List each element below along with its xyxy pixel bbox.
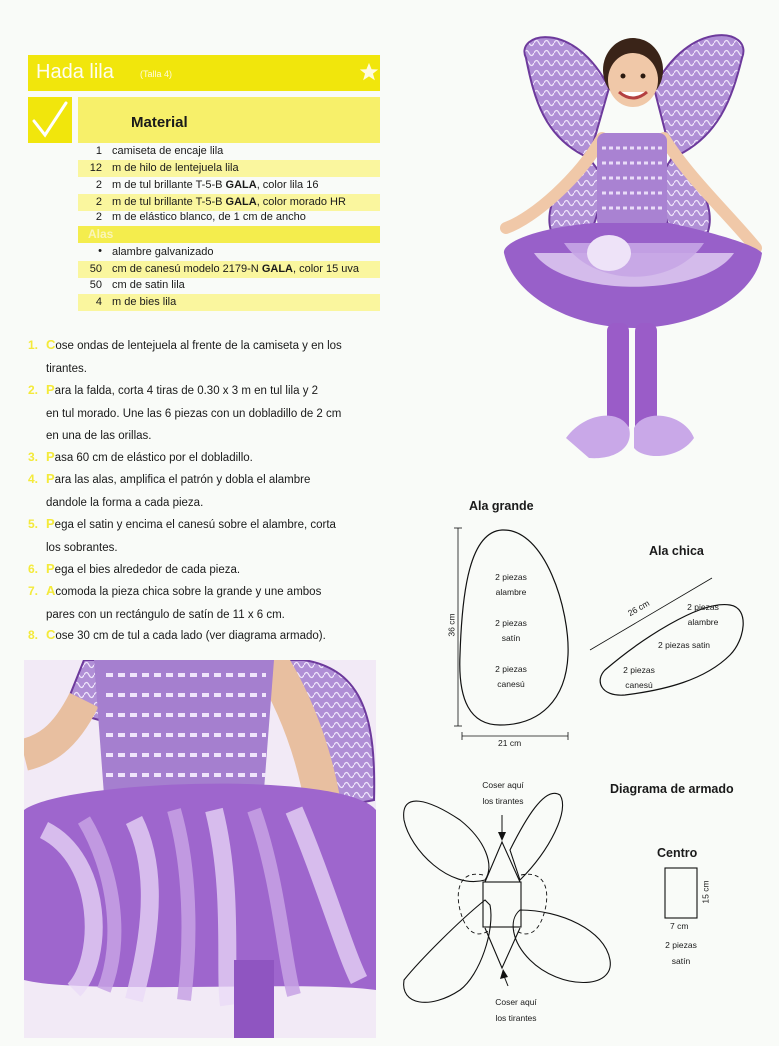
material-desc: m de hilo de lentejuela lila — [112, 162, 239, 174]
step-initial: P — [46, 561, 55, 576]
step-initial: C — [46, 337, 56, 352]
step-initial: P — [46, 382, 55, 397]
ala-grande-label: alambre — [495, 587, 527, 597]
material-desc: m de elástico blanco, de 1 cm de ancho — [112, 211, 306, 223]
centro-label: 2 piezas — [665, 940, 697, 950]
material-row — [78, 294, 380, 311]
centro-title: Centro — [657, 846, 698, 860]
title-bar — [28, 55, 380, 91]
step-number: 6. — [28, 562, 39, 576]
ala-grande-height: 36 cm — [446, 613, 457, 637]
step-text: los sobrantes. — [46, 541, 118, 554]
instruction-step — [28, 468, 388, 514]
centro-label: satín — [671, 956, 691, 966]
step-text: ose ondas de lentejuela al frente de la camiseta y en los — [55, 340, 342, 352]
material-row — [78, 261, 380, 278]
material-qty: 2 — [95, 179, 102, 191]
instruction-step — [28, 513, 388, 559]
material-qty: 50 — [89, 263, 102, 275]
material-desc: m de tul brillante T-5-B GALA, color morado HR — [112, 196, 346, 208]
material-desc: camiseta de encaje lila — [112, 145, 224, 157]
step-text: ara las alas, amplifica el patrón y dobla el alambre — [54, 474, 311, 486]
star-icon — [358, 61, 380, 83]
pattern-diagrams — [400, 490, 779, 1046]
material-qty: 2 — [95, 196, 102, 208]
step-text: ara la falda, corta 4 tiras de 0.30 x 3 m en tul lila y 2 — [54, 385, 319, 397]
material-header — [78, 97, 380, 143]
step-number: 2. — [28, 383, 39, 397]
step-text: tirantes. — [46, 362, 87, 375]
material-desc: m de tul brillante T-5-B GALA, color lila 16 — [112, 179, 319, 191]
centro-shape — [665, 868, 697, 918]
bullet-icon: • — [98, 245, 102, 257]
armado-note: los tirantes — [482, 796, 524, 806]
step-text: ose 30 cm de tul a cada lado (ver diagrama armado). — [55, 630, 326, 642]
step-text: ega el satin y encima el canesú sobre el alambre, corta — [54, 519, 336, 531]
step-initial: A — [46, 583, 56, 598]
page-title: Hada lila — [36, 61, 114, 83]
ala-chica-label: alambre — [687, 617, 719, 627]
armado-note: los tirantes — [495, 1013, 537, 1023]
step-initial: C — [46, 627, 56, 642]
instruction-step — [28, 580, 388, 626]
step-text: asa 60 cm de elástico por el dobladillo. — [54, 452, 253, 464]
step-text: pares con un rectángulo de satín de 11 x 6 cm. — [46, 608, 285, 621]
ala-chica-label: 2 piezas — [687, 602, 719, 612]
material-row — [78, 277, 380, 294]
material-qty: 50 — [89, 279, 102, 291]
step-initial: P — [46, 516, 55, 531]
material-row — [78, 160, 380, 177]
material-row — [78, 244, 380, 261]
ala-grande-label: 2 piezas — [495, 664, 527, 674]
instruction-step — [28, 446, 388, 470]
ala-chica-label: 2 piezas satin — [658, 640, 710, 650]
step-text: dandole la forma a cada pieza. — [46, 496, 204, 509]
skirt-detail-photo — [24, 660, 376, 1038]
checkmark-icon — [28, 97, 72, 143]
material-qty: 4 — [95, 296, 102, 308]
material-row — [78, 177, 380, 194]
step-text: comoda la pieza chica sobre la grande y une ambos — [55, 586, 322, 598]
step-number: 7. — [28, 584, 39, 598]
armado-title: Diagrama de armado — [610, 782, 734, 796]
instruction-step — [28, 558, 388, 582]
material-desc: m de bies lila — [112, 296, 177, 308]
step-text: en tul morado. Une las 6 piezas con un dobladillo de 2 cm — [46, 407, 342, 420]
material-heading: Material — [131, 114, 188, 131]
alas-label: Alas — [88, 227, 114, 241]
ala-chica-label: 2 piezas — [623, 665, 655, 675]
material-desc: cm de canesú modelo 2179-N GALA, color 15 uva — [112, 263, 360, 275]
step-number: 3. — [28, 450, 39, 464]
step-number: 4. — [28, 472, 39, 486]
step-text: ega el bies alrededor de cada pieza. — [54, 564, 241, 576]
alas-subheader — [78, 226, 380, 243]
material-desc: cm de satin lila — [112, 279, 185, 291]
fairy-costume-photo — [494, 28, 766, 466]
ala-chica-title: Ala chica — [649, 544, 704, 558]
armado-note: Coser aquí — [482, 780, 524, 790]
ala-chica-label: canesú — [625, 680, 653, 690]
instruction-step — [28, 379, 388, 448]
centro-width: 7 cm — [670, 921, 689, 931]
instruction-step — [28, 624, 388, 648]
step-initial: P — [46, 449, 55, 464]
ala-chica-length: 26 cm — [626, 597, 652, 619]
step-number: 1. — [28, 338, 39, 352]
step-number: 8. — [28, 628, 39, 642]
page-subtitle: (Talla 4) — [140, 69, 173, 79]
material-row — [78, 209, 380, 226]
centro-height: 15 cm — [700, 880, 711, 904]
material-qty: 12 — [89, 162, 102, 174]
ala-grande-width: 21 cm — [498, 738, 522, 748]
material-qty: 2 — [95, 211, 102, 223]
armado-note: Coser aquí — [495, 997, 537, 1007]
ala-grande-label: 2 piezas — [495, 572, 527, 582]
ala-grande-label: 2 piezas — [495, 618, 527, 628]
material-row — [78, 143, 380, 160]
material-qty: 1 — [95, 145, 102, 157]
step-initial: P — [46, 471, 55, 486]
checkmark-box — [28, 97, 72, 143]
ala-grande-label: satín — [501, 633, 521, 643]
step-number: 5. — [28, 517, 39, 531]
step-text: en una de las orillas. — [46, 430, 152, 442]
instruction-step — [28, 334, 388, 380]
ala-grande-label: canesú — [497, 679, 525, 689]
material-desc: alambre galvanizado — [112, 246, 214, 258]
ala-grande-title: Ala grande — [469, 499, 534, 513]
